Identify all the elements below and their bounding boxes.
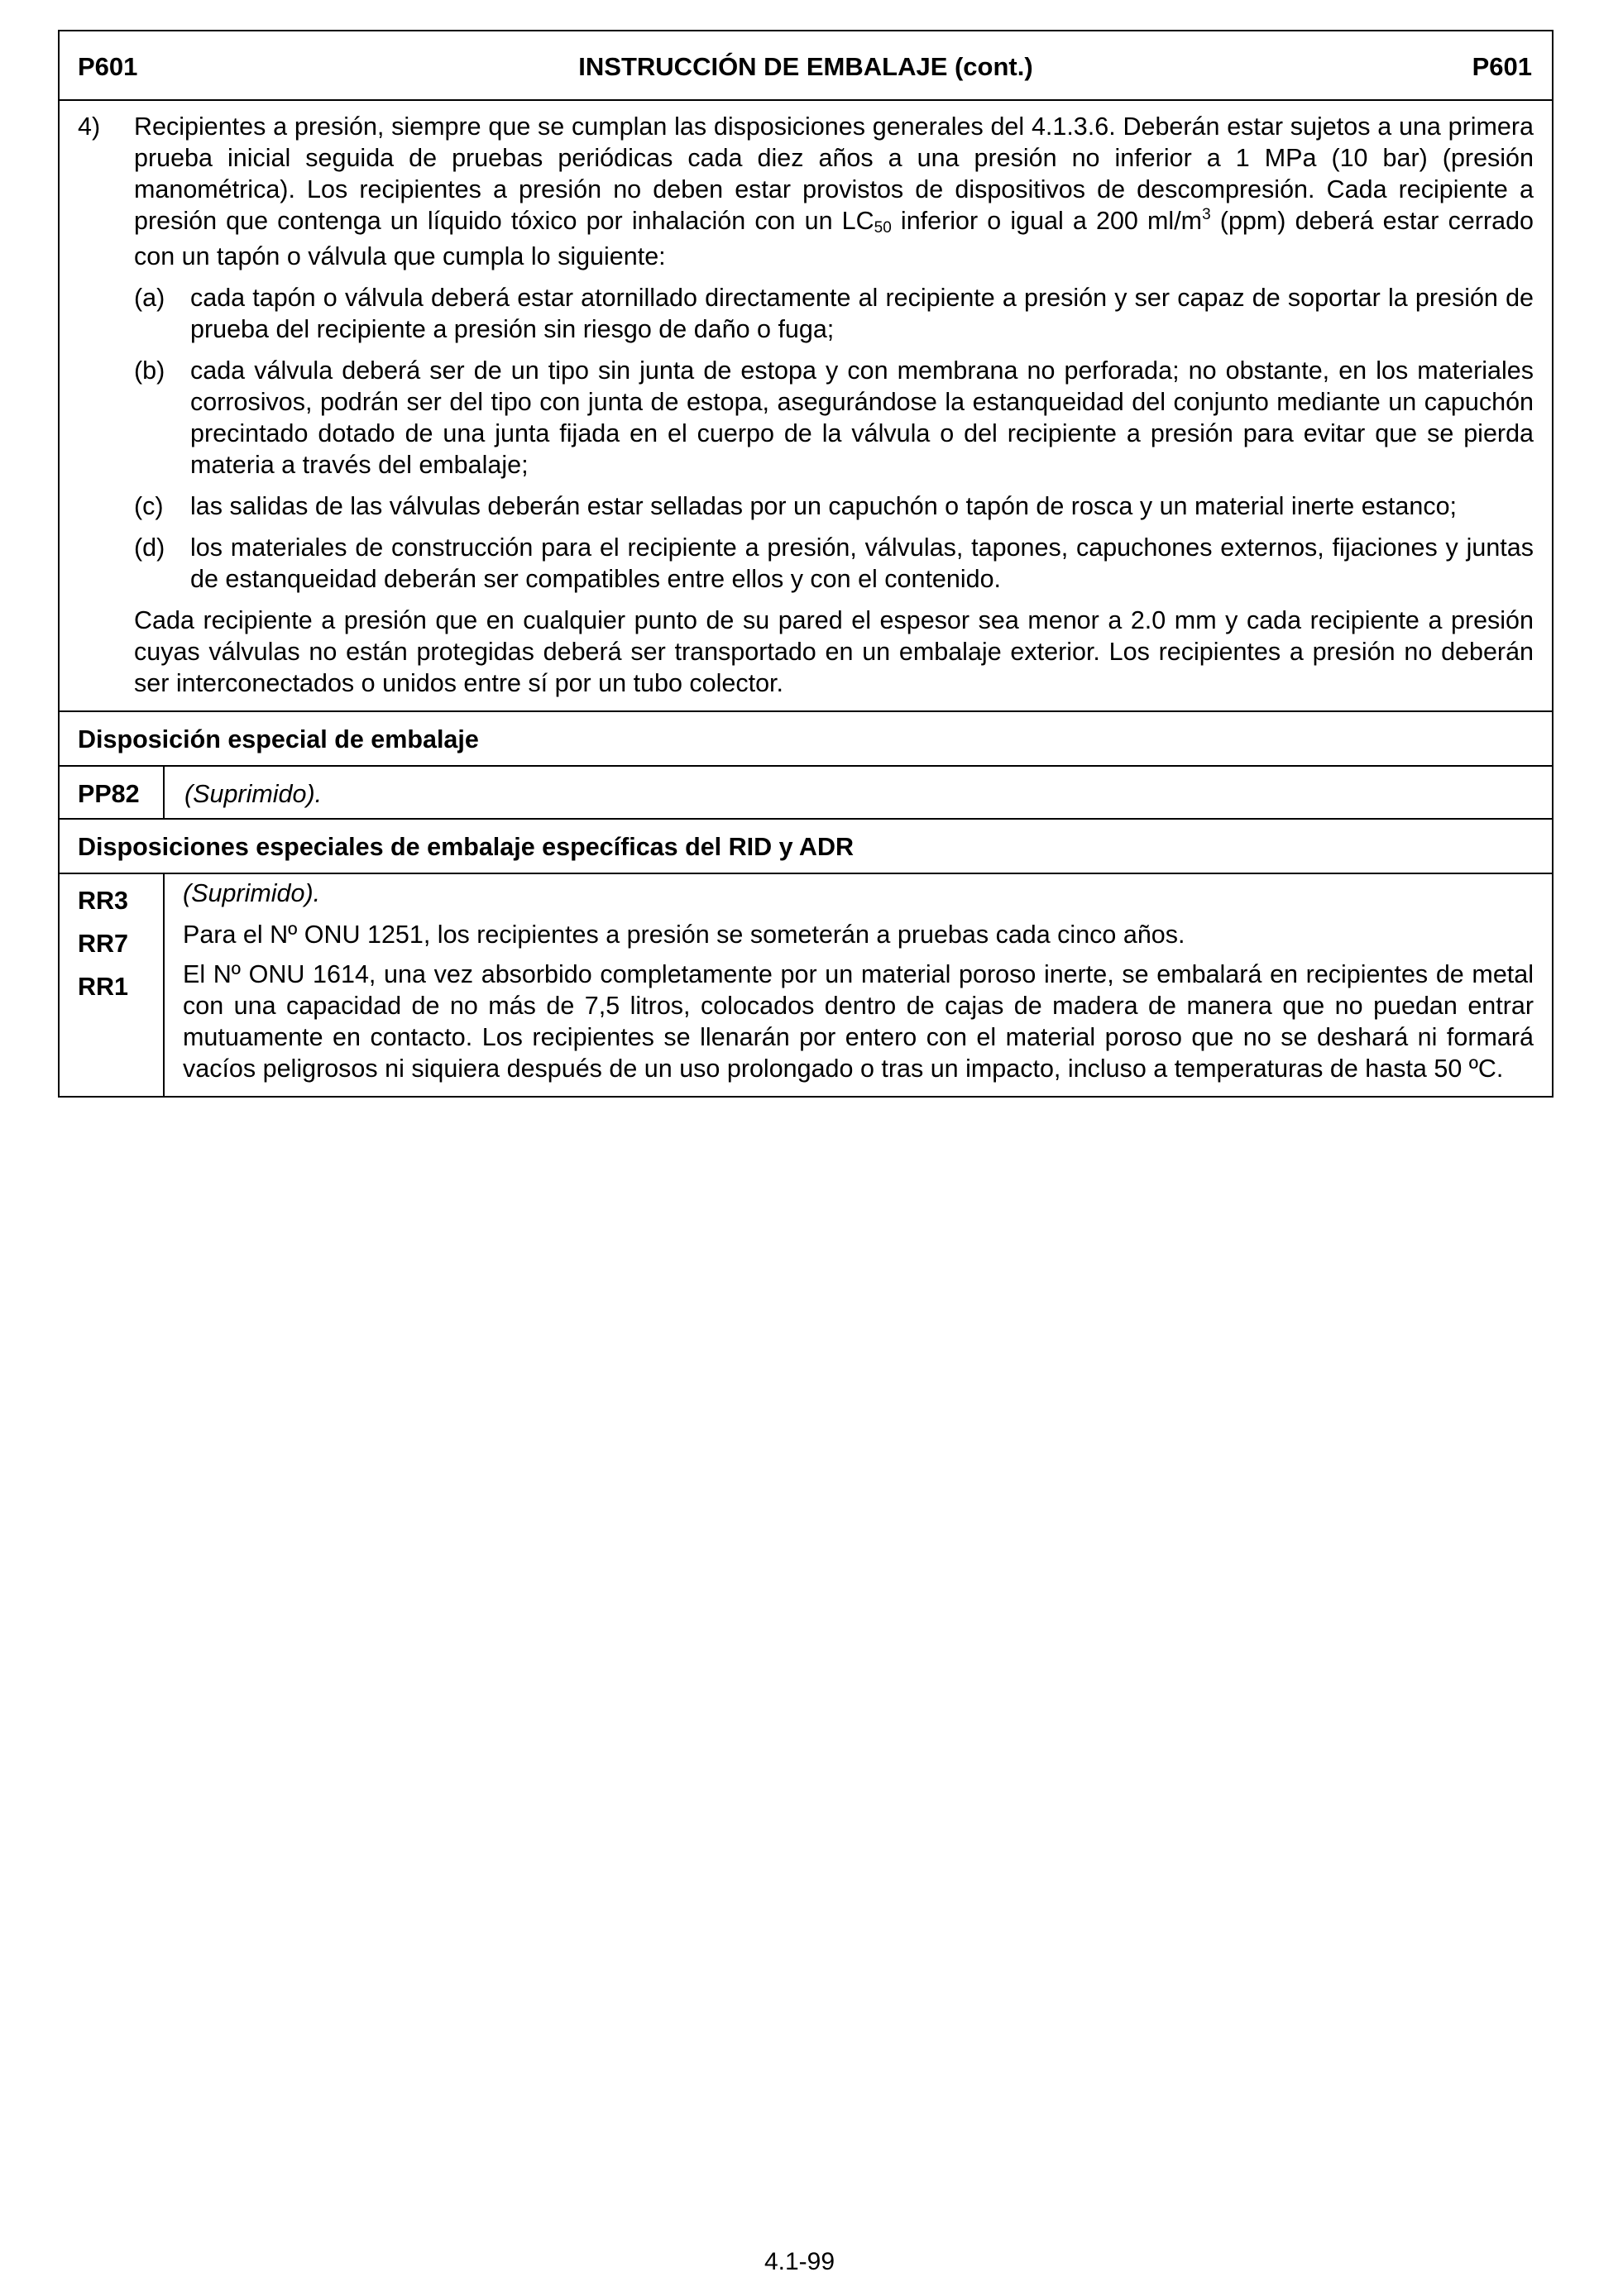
- rid-adr-row: [60, 874, 1552, 1096]
- list-item-label: (a): [134, 284, 165, 312]
- packing-instruction-table: [58, 30, 1554, 1098]
- list-item-label: (d): [134, 533, 165, 562]
- list-item: [134, 282, 1534, 345]
- intro-text-middle: inferior o igual a 200 ml/m: [891, 207, 1203, 235]
- header-title: INSTRUCCIÓN DE EMBALAJE (cont.): [578, 52, 1033, 81]
- list-item-text: los materiales de construcción para el recipiente a presión, válvulas, tapones, capuchones externos, fijaciones y juntas de estanqueidad deberán ser compatibles entre ellos y con el contenido.: [190, 533, 1534, 593]
- m3-superscript: 3: [1202, 206, 1211, 223]
- section-4: [78, 111, 1534, 699]
- special-provision-heading: Disposición especial de embalaje: [60, 712, 1552, 767]
- special-provision-text: (Suprimido).: [184, 780, 323, 808]
- list-item-text: cada válvula deberá ser de un tipo sin junta de estopa y con membrana no perforada; no obstante, en los materiales corrosivos, podrán ser del tipo con junta de estopa, asegurándose la estanqueidad del conjunto mediante un capuchón precintado dotado de una junta fijada en el cuerpo de la válvula o del recipiente a presión para evitar que se pierda materia a través del embalaje;: [190, 356, 1534, 479]
- rid-adr-text: (Suprimido).: [183, 879, 321, 907]
- header-code-right: P601: [1472, 52, 1532, 81]
- header-code-left: P601: [78, 52, 138, 81]
- list-item-text: cada tapón o válvula deberá estar atornillado directamente al recipiente a presión y ser capaz de soportar la presión de prueba del recipiente a presión sin riesgo de daño o fuga;: [190, 284, 1534, 343]
- lc-subscript: 50: [874, 219, 892, 237]
- rid-adr-code: RR7: [78, 930, 129, 958]
- section-4-number: 4): [78, 112, 101, 141]
- intro-text-after: (ppm) deberá estar cerrado con un tapón o válvula que cumpla lo siguiente:: [134, 207, 1534, 270]
- special-provision-code: PP82: [60, 767, 165, 818]
- table-header-row: [60, 31, 1552, 101]
- section-4-row: [60, 101, 1552, 712]
- rid-adr-heading: Disposiciones especiales de embalaje específicas del RID y ADR: [60, 820, 1552, 874]
- rid-adr-code: RR3: [78, 887, 129, 915]
- rid-adr-text: Para el Nº ONU 1251, los recipientes a presión se someterán a pruebas cada cinco años.: [183, 921, 1185, 949]
- rid-adr-codes: [60, 874, 165, 1096]
- list-item-label: (c): [134, 492, 164, 520]
- section-4-intro: [134, 111, 1534, 272]
- special-provision-row: [60, 767, 1552, 820]
- rid-adr-text: El Nº ONU 1614, una vez absorbido completamente por un material poroso inerte, se embalará en recipientes de metal con una capacidad de no más de 7,5 litros, colocados dentro de cajas de madera de manera que no puedan entrar mutuamente en contacto. Los recipientes se llenarán por entero con el material poroso que no se deshará ni formará vacíos peligrosos ni siquiera después de un uso prolongado o tras un impacto, incluso a temperaturas de hasta 50 ºC.: [183, 960, 1534, 1083]
- list-item-text: las salidas de las válvulas deberán estar selladas por un capuchón o tapón de rosca y un material inerte estanco;: [190, 492, 1458, 520]
- page-number: 4.1-99: [764, 2248, 835, 2275]
- section-4-items: [134, 282, 1534, 595]
- section-4-closing: Cada recipiente a presión que en cualquier punto de su pared el espesor sea menor a 2.0 mm y cada recipiente a presión cuyas válvulas no están protegidas deberá ser transportado en un embalaje exterior. Los recipientes a presión no deberán ser interconectados o unidos entre sí por un tubo colector.: [134, 606, 1534, 697]
- intro-text-before: Recipientes a presión, siempre que se cumplan las disposiciones generales del 4.1.3.6. Deberán estar sujetos a una primera prueba inicial seguida de pruebas periódicas cada diez años a una presión no inferior a 1 MPa (10 bar) (presión manométrica). Los recipientes a presión no deben estar provistos de dispositivos de descompresión. Cada recipiente a presión que contenga un líquido tóxico por inhalación con un LC: [134, 112, 1534, 235]
- list-item-label: (b): [134, 356, 165, 385]
- section-4-body: [134, 111, 1534, 699]
- rid-adr-texts: [165, 874, 1552, 1096]
- list-item: [134, 532, 1534, 595]
- rid-adr-code: RR1: [78, 973, 129, 1001]
- list-item: [134, 355, 1534, 481]
- list-item: [134, 490, 1534, 522]
